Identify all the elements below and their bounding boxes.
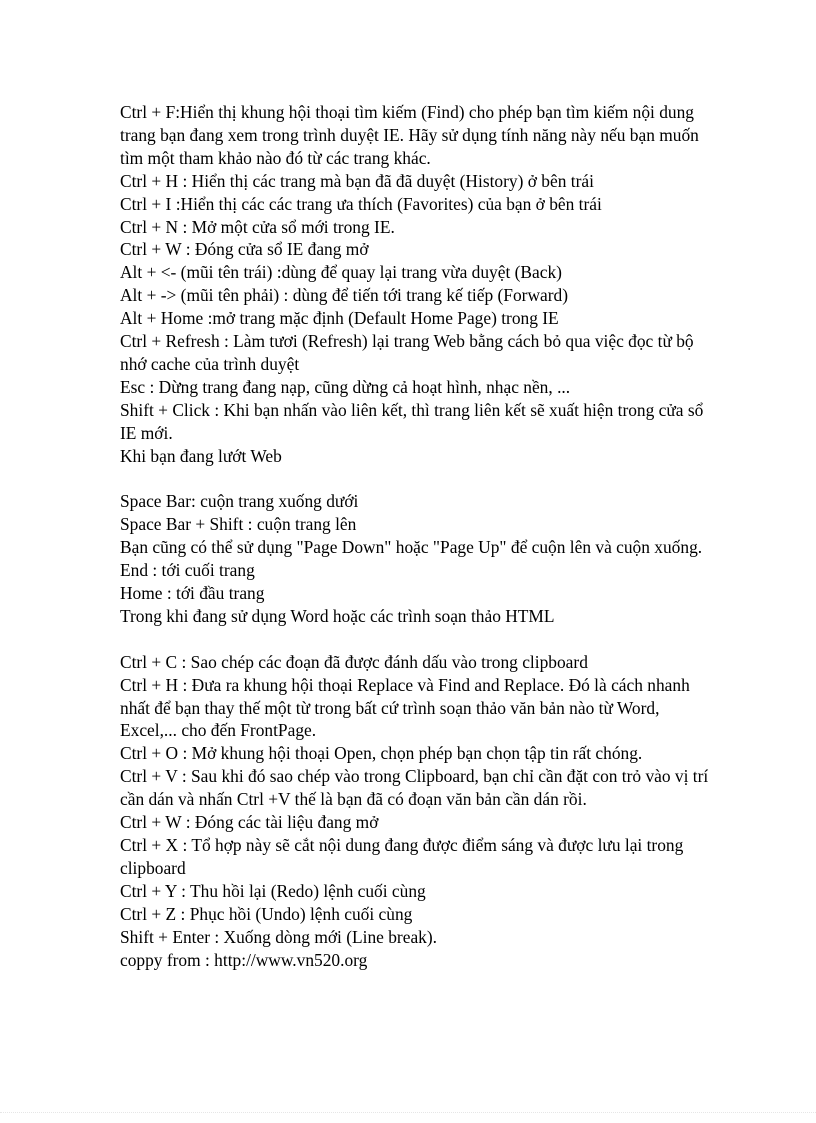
paragraph: Khi bạn đang lướt Web [120, 445, 282, 466]
paragraph: Ctrl + X : Tổ hợp này sẽ cắt nội dung đang được điểm sáng và được lưu lại trong clipboard [120, 834, 684, 878]
paragraph: Ctrl + W : Đóng các tài liệu đang mở [120, 812, 379, 833]
paragraph: Shift + Click : Khi bạn nhấn vào liên kết, thì trang liên kết sẽ xuất hiện trong cửa sổ IE mới. [120, 399, 704, 443]
paragraph: Ctrl + Z : Phục hồi (Undo) lệnh cuối cùng [120, 903, 413, 924]
blank-line [120, 468, 710, 491]
paragraph: Home : tới đầu trang [120, 583, 265, 604]
document-body [120, 101, 710, 971]
paragraph: End : tới cuối trang [120, 560, 255, 581]
paragraph: Ctrl + H : Hiển thị các trang mà bạn đã đã duyệt (History) ở bên trái [120, 170, 594, 191]
paragraph: Bạn cũng có thể sử dụng "Page Down" hoặc "Page Up" để cuộn lên và cuộn xuống. [120, 537, 703, 558]
paragraph: Ctrl + C : Sao chép các đoạn đã được đánh dấu vào trong clipboard [120, 651, 588, 672]
paragraph: Ctrl + Y : Thu hồi lại (Redo) lệnh cuối cùng [120, 880, 426, 901]
paragraph: coppy from : http://www.vn520.org [120, 949, 368, 970]
paragraph: Space Bar + Shift : cuộn trang lên [120, 514, 357, 535]
paragraph: Alt + Home :mở trang mặc định (Default Home Page) trong IE [120, 308, 559, 329]
paragraph: Alt + -> (mũi tên phải) : dùng để tiến tới trang kế tiếp (Forward) [120, 285, 569, 306]
paragraph: Ctrl + N : Mở một cửa sổ mới trong IE. [120, 216, 395, 237]
paragraph: Ctrl + H : Đưa ra khung hội thoại Replace và Find and Replace. Đó là cách nhanh nhất để bạn thay thế một từ trong bất cứ trình soạn thảo văn bản nào từ Word, Excel,... cho đến FrontPage. [120, 674, 690, 741]
blank-line [120, 628, 710, 651]
paragraph: Ctrl + Refresh : Làm tươi (Refresh) lại trang Web bằng cách bỏ qua việc đọc từ bộ nhớ cache của trình duyệt [120, 331, 694, 374]
paragraph: Trong khi đang sử dụng Word hoặc các trình soạn thảo HTML [120, 605, 555, 626]
paragraph: Ctrl + F:Hiển thị khung hội thoại tìm kiếm (Find) cho phép bạn tìm kiếm nội dung trang bạn đang xem trong trình duyệt IE. Hãy sử dụng tính năng này nếu bạn muốn tìm một tham khảo nào đó từ các trang khác. [120, 102, 699, 168]
paragraph: Ctrl + O : Mở khung hội thoại Open, chọn phép bạn chọn tập tin rất chóng. [120, 743, 643, 764]
paragraph: Ctrl + W : Đóng cửa sổ IE đang mở [120, 239, 369, 260]
paragraph: Ctrl + I :Hiển thị các các trang ưa thích (Favorites) của bạn ở bên trái [120, 193, 602, 214]
paragraph: Ctrl + V : Sau khi đó sao chép vào trong Clipboard, bạn chỉ cần đặt con trỏ vào vị trí cần dán và nhấn Ctrl +V thế là bạn đã có đoạn văn bản cần dán rồi. [120, 766, 709, 810]
paragraph: Shift + Enter : Xuống dòng mới (Line break). [120, 926, 437, 947]
paragraph: Space Bar: cuộn trang xuống dưới [120, 491, 359, 512]
paragraph: Alt + <- (mũi tên trái) :dùng để quay lại trang vừa duyệt (Back) [120, 262, 562, 283]
paragraph: Esc : Dừng trang đang nạp, cũng dừng cả hoạt hình, nhạc nền, ... [120, 376, 571, 397]
page-bottom-edge [0, 1112, 816, 1123]
